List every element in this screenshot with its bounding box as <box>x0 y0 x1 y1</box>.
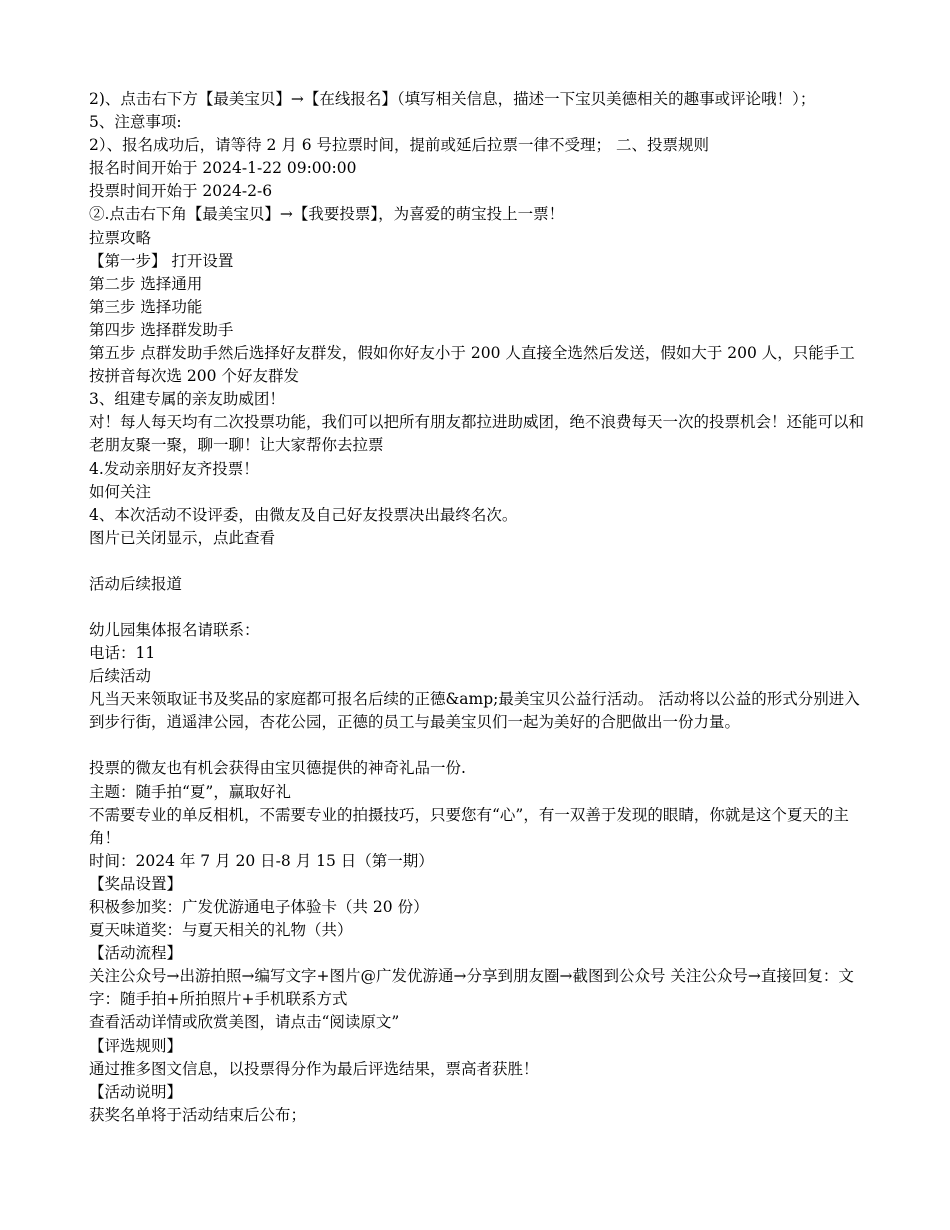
text-line: 3、组建专属的亲友助威团！ <box>89 390 285 409</box>
text-line: 第二步 选择通用 <box>89 274 203 293</box>
text-line: 对！每人每天均有二次投票功能，我们可以把所有朋友都拉进助威团，绝不浪费每天一次的投票机会！还能可以和老朋友聚一聚，聊一聊！让大家帮你去拉票 <box>89 413 865 455</box>
section-heading: 活动后续报道 <box>89 574 183 593</box>
text-line: 获奖名单将于活动结束后公布； <box>89 1105 307 1124</box>
spacer <box>89 734 864 757</box>
text-line: 投票时间开始于 2024-2-6 <box>89 182 273 201</box>
text-line: 第五步 点群发助手然后选择好友群发，假如你好友小于 200 人直接全选然后发送，假如大于 200 人，只能手工按拼音每次选 200 个好友群发 <box>89 344 855 386</box>
text-line: 【活动说明】 <box>89 1082 183 1101</box>
image-hidden-link[interactable]: 图片已关闭显示，点此查看 <box>89 528 276 547</box>
text-line: 夏天味道奖：与夏天相关的礼物（共） <box>89 921 353 940</box>
text-line: 投票的微友也有机会获得由宝贝德提供的神奇礼品一份. <box>89 759 466 778</box>
text-line: 第四步 选择群发助手 <box>89 320 234 339</box>
text-line: 报名时间开始于 2024-1-22 09:00:00 <box>89 159 357 178</box>
document-body <box>89 88 864 1127</box>
text-line: 拉票攻略 <box>89 228 152 247</box>
text-line: 后续活动 <box>89 667 152 686</box>
text-line: ②.点击右下角【最美宝贝】→【我要投票】，为喜爱的萌宝投上一票！ <box>89 205 565 224</box>
text-line: 凡当天来领取证书及奖品的家庭都可报名后续的正德&amp;最美宝贝公益行活动。 活动将以公益的形式分别进入到步行街，逍遥津公园，杏花公园，正德的员工与最美宝贝们一起为美好的合肥做出一份力量。 <box>89 690 860 732</box>
text-line: 查看活动详情或欣赏美图，请点击“阅读原文” <box>89 1013 400 1032</box>
text-line: 不需要专业的单反相机，不需要专业的拍摄技巧，只要您有“心”，有一双善于发现的眼睛，你就是这个夏天的主角！ <box>89 805 849 847</box>
text-line: 电话：11 <box>89 644 156 663</box>
text-line: 2)、点击右下方【最美宝贝】→【在线报名】（填写相关信息，描述一下宝贝美德相关的趣事或评论哦！）； <box>89 90 816 108</box>
spacer <box>89 550 864 573</box>
text-line: 4.发动亲朋好友齐投票！ <box>89 459 259 478</box>
text-line: 【第一步】 打开设置 <box>89 251 234 270</box>
text-line: 积极参加奖：广发优游通电子体验卡（共 20 份） <box>89 898 429 916</box>
text-line: 时间：2024 年 7 月 20 日-8 月 15 日（第一期） <box>89 851 434 870</box>
text-line: 如何关注 <box>89 482 152 501</box>
text-line: 通过推多图文信息，以投票得分作为最后评选结果，票高者获胜！ <box>89 1059 539 1078</box>
text-line: 4、本次活动不设评委，由微友及自己好友投票决出最终名次。 <box>89 505 518 524</box>
text-line: 幼儿园集体报名请联系： <box>89 620 260 639</box>
text-line: 关注公众号→出游拍照→编写文字+图片@广发优游通→分享到朋友圈→截图到公众号 关注公众号→直接回复：文字：随手拍+所拍照片+手机联系方式 <box>89 967 854 1009</box>
text-line: 2）、报名成功后，请等待 2 月 6 号拉票时间，提前或延后拉票一律不受理； 二、投票规则 <box>89 136 709 155</box>
text-line: 第三步 选择功能 <box>89 297 203 316</box>
text-line: 主题：随手拍“夏”，赢取好礼 <box>89 782 291 801</box>
spacer <box>89 596 864 619</box>
text-line: 【评选规则】 <box>89 1036 183 1055</box>
text-line: 5、注意事项: <box>89 113 182 132</box>
text-line: 【奖品设置】 <box>89 874 183 893</box>
text-line: 【活动流程】 <box>89 944 183 963</box>
